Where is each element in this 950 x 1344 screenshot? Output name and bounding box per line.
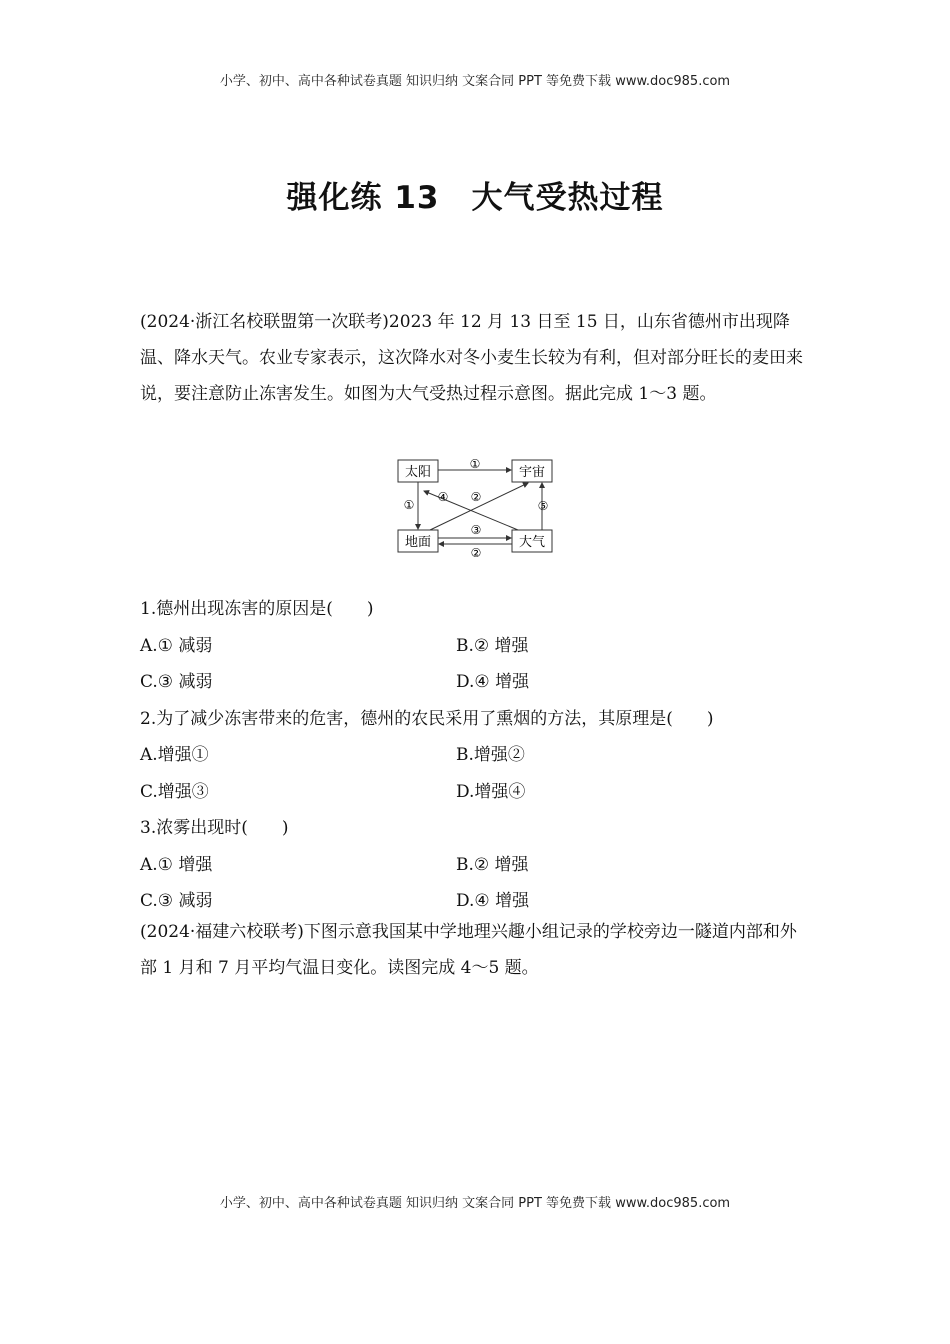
intro-paragraph-2: (2024·福建六校联考)下图示意我国某中学地理兴趣小组记录的学校旁边一隧道内部和外部 1 月和 7 月平均气温日变化。读图完成 4～5 题。 [140,922,797,978]
question-3-option-d[interactable]: D.④ 增强 [456,891,530,911]
page-header: 小学、初中、高中各种试卷真题 知识归纳 文案合同 PPT 等免费下载 www.doc985.com [219,74,731,89]
label-c1-top: ① [469,457,481,471]
page-footer: 小学、初中、高中各种试卷真题 知识归纳 文案合同 PPT 等免费下载 www.doc985.com [219,1196,731,1211]
label-c2-diag: ② [470,490,482,504]
question-2-option-c[interactable]: C.增强③ [140,782,209,802]
label-c1-left: ① [403,498,415,512]
space-label: 宇宙 [518,465,546,480]
question-1-option-a[interactable]: A.① 减弱 [140,636,213,656]
ground-label: 地面 [404,535,432,550]
question-2-option-b[interactable]: B.增强② [456,745,525,765]
question-2-stem: 2.为了减少冻害带来的危害，德州的农民采用了熏烟的方法，其原理是( ) [140,709,714,729]
question-2-option-d[interactable]: D.增强④ [456,782,526,802]
sun-label: 太阳 [404,465,432,480]
label-c4: ④ [437,490,449,504]
atmosphere-heating-diagram [396,457,556,557]
question-1-option-d[interactable]: D.④ 增强 [456,672,530,692]
question-3-option-c[interactable]: C.③ 减弱 [140,891,213,911]
question-3-option-a[interactable]: A.① 增强 [140,855,213,875]
atmosphere-label: 大气 [518,535,546,550]
question-3-option-b[interactable]: B.② 增强 [456,855,529,875]
question-1-option-c[interactable]: C.③ 减弱 [140,672,213,692]
label-c5: ⑤ [537,499,549,513]
intro-paragraph-1: (2024·浙江名校联盟第一次联考)2023 年 12 月 13 日至 15 日，山东省德州市出现降温、降水天气。农业专家表示，这次降水对冬小麦生长较为有利，但对部分旺长的麦田来说，要注意防止冻害发生。如图为大气受热过程示意图。据此完成 1～3 题。 [140,312,803,404]
page-title: 强化练 13 大气受热过程 [286,180,664,216]
question-1-option-b[interactable]: B.② 增强 [456,636,529,656]
label-c2-bottom: ② [470,546,482,557]
question-3-stem: 3.浓雾出现时( ) [140,818,289,838]
label-c3: ③ [470,523,482,537]
question-1-stem: 1.德州出现冻害的原因是( ) [140,599,374,619]
question-2-option-a[interactable]: A.增强① [140,745,209,765]
